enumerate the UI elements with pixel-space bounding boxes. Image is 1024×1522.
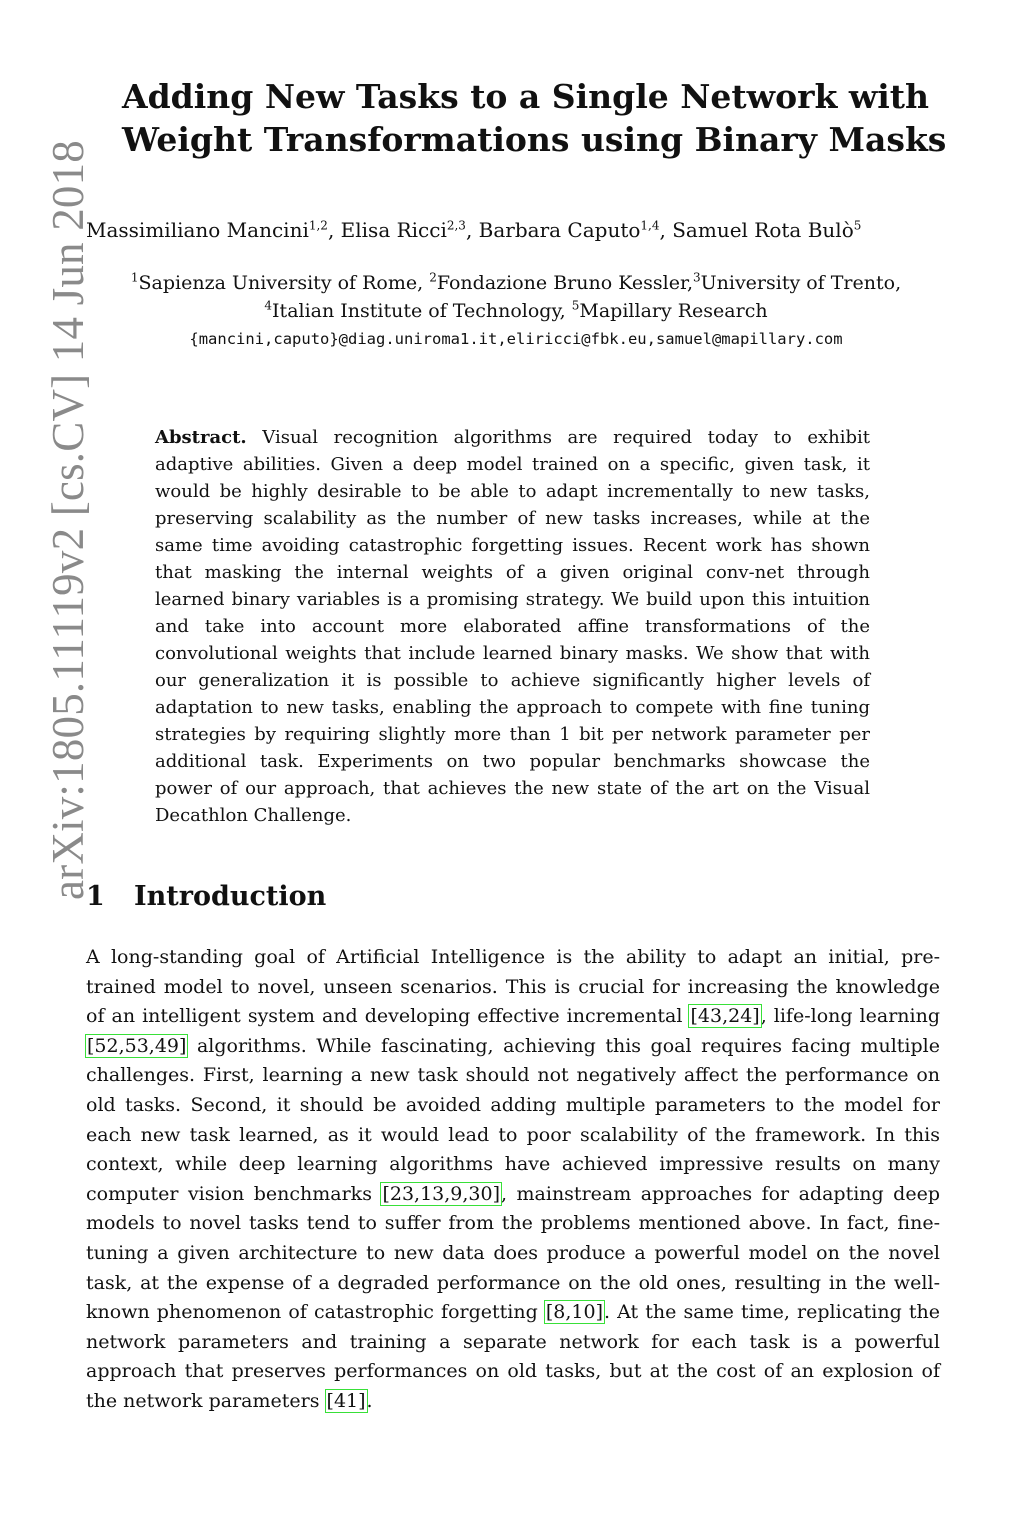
affiliation: University of Trento,	[700, 272, 902, 294]
affiliation-marker: 3	[692, 270, 701, 285]
paragraph-text: algorithms. While fascinating, achieving this goal requires facing multiple challenges. First, learning a new task should not negatively affect the performance on old tasks. Second, it should be avoided adding multiple parameters to the model for each new task learned, as it would lead to poor scalability of the framework. In this context, while deep learning algorithms have achieved impressive results on many computer vision benchmarks	[86, 1034, 940, 1205]
affiliation: Mapillary Research	[579, 300, 768, 322]
section-heading-introduction	[86, 880, 326, 914]
author-emails: {mancini,caputo}@diag.uniroma1.it,eliricci@fbk.eu,samuel@mapillary.com	[189, 330, 843, 348]
affiliation-marker: 4	[264, 298, 273, 313]
author-affiliation-marker: 5	[853, 218, 862, 233]
section-number: 1	[86, 881, 105, 912]
citation-link[interactable]: [23,13,9,30]	[382, 1182, 500, 1205]
title-line-1: Adding New Tasks to a Single Network with	[122, 77, 930, 116]
affiliation-marker: 5	[571, 298, 580, 313]
citation-link[interactable]: [43,24]	[690, 1005, 760, 1028]
citation-link[interactable]: [8,10]	[545, 1301, 603, 1324]
arxiv-identifier-stamp: arXiv:1805.11119v2 [cs.CV] 14 Jun 2018	[43, 139, 93, 901]
author-name: Barbara Caputo	[478, 218, 641, 242]
paragraph-text: , life-long learning	[760, 1005, 941, 1028]
affiliations-line-1	[86, 270, 946, 296]
introduction-paragraph	[86, 943, 940, 1417]
title-line-2: Weight Transformations using Binary Masks	[122, 120, 947, 159]
paper-title	[122, 75, 947, 161]
affiliation-marker: 1	[130, 270, 139, 285]
abstract-label: Abstract.	[155, 427, 247, 448]
paragraph-text: , mainstream approaches for adapting deep models to novel tasks tend to suffer from the problems mentioned above. In fact, fine-tuning a given architecture to new data does produce a powerful model on the novel task, at the expense of a degraded performance on the old ones, resulting in the well-known phenomenon of catastrophic forgetting	[86, 1182, 940, 1324]
paragraph-text: A long-standing goal of Artificial Intelligence is the ability to adapt an initial, pre-trained model to novel, unseen scenarios. This is crucial for increasing the knowledge of an intelligent system and developing effective incremental	[86, 946, 940, 1028]
author-affiliation-marker: 2,3	[446, 218, 466, 233]
affiliation: Fondazione Bruno Kessler,	[436, 272, 693, 294]
section-title: Introduction	[134, 881, 327, 912]
author-affiliation-marker: 1,2	[308, 218, 328, 233]
citation-link[interactable]: [52,53,49]	[87, 1034, 187, 1057]
affiliations-line-2	[86, 298, 946, 324]
author-name: Massimiliano Mancini	[86, 218, 309, 242]
paragraph-text: .	[366, 1389, 373, 1412]
author-name: Elisa Ricci	[340, 218, 447, 242]
author-name: Samuel Rota Bulò	[672, 218, 854, 242]
paragraph-text: . At the same time, replicating the network parameters and training a separate network for each task is a powerful approach that preserves performances on old tasks, but at the cost of an explosion of the network parameters	[86, 1301, 941, 1412]
author-affiliation-marker: 1,4	[640, 218, 660, 233]
abstract-text: Visual recognition algorithms are required today to exhibit adaptive abilities. Given a deep model trained on a specific, given task, it would be highly desirable to be able to adapt incrementally to new tasks, preserving scalability as the number of new tasks increases, while at the same time avoiding catastrophic forgetting issues. Recent work has shown that masking the internal weights of a given original conv-net through learned binary variables is a promising strategy. We build upon this intuition and take into account more elaborated affine transformations of the convolutional weights that include learned binary masks. We show that with our generalization it is possible to achieve significantly higher levels of adaptation to new tasks, enabling the approach to compete with fine tuning strategies by requiring slightly more than 1 bit per network parameter per additional task. Experiments on two popular benchmarks showcase the power of our approach, that achieves the new state of the art on the Visual Decathlon Challenge.	[155, 427, 870, 826]
citation-link[interactable]: [41]	[326, 1389, 366, 1412]
affiliation-marker: 2	[429, 270, 437, 285]
affiliation: Italian Institute of Technology,	[272, 300, 572, 322]
abstract	[155, 424, 870, 829]
author-list: Massimiliano Mancini$^{1,2}$, Elisa Ricci$^{2,3}$, Barbara Caputo$^{1,4}$, Samuel Rota Bulò$^5$	[86, 218, 862, 242]
affiliation: Sapienza University of Rome,	[138, 272, 430, 294]
